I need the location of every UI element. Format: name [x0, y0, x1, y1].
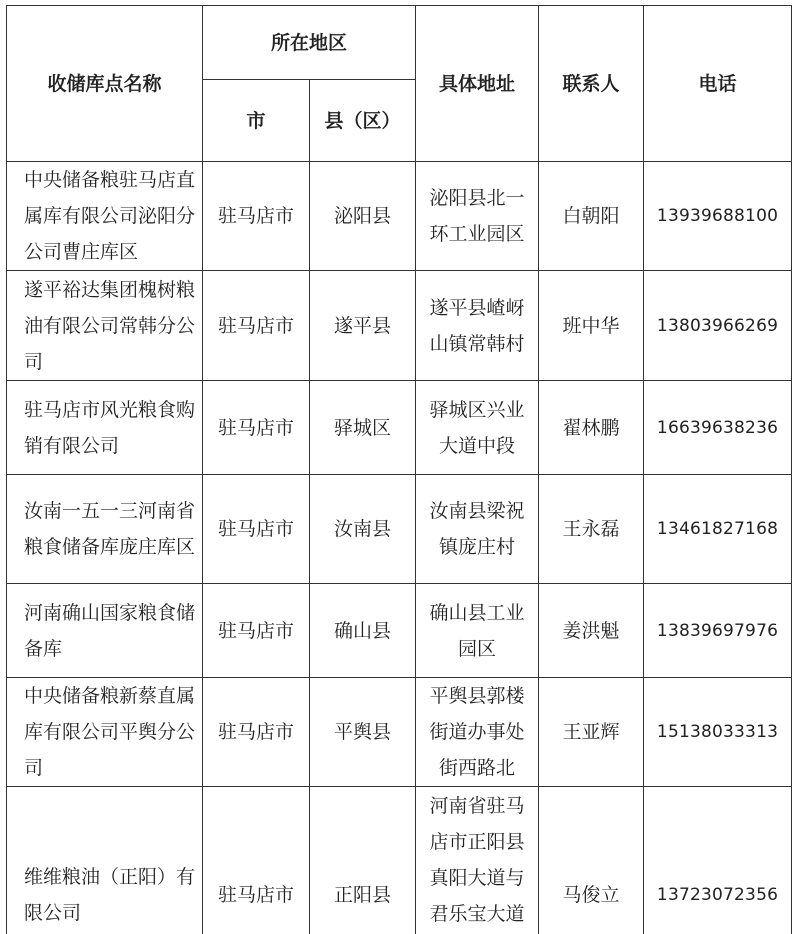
header-region: 所在地区	[203, 6, 416, 80]
header-row-top	[7, 6, 792, 80]
city-cell: 驻马店市	[203, 584, 310, 678]
header-address: 具体地址	[416, 6, 539, 162]
header-phone: 电话	[644, 6, 792, 162]
city-cell: 驻马店市	[203, 162, 310, 271]
city-cell: 驻马店市	[203, 475, 310, 584]
county-cell: 遂平县	[310, 271, 416, 381]
contact-cell: 王永磊	[539, 475, 644, 584]
address-cell: 平舆县郭楼街道办事处街西路北	[416, 678, 539, 787]
address-cell: 确山县工业园区	[416, 584, 539, 678]
storage-depot-table	[6, 5, 792, 934]
depot-name-cell: 中央储备粮驻马店直属库有限公司泌阳分公司曹庄库区	[7, 162, 203, 271]
contact-cell: 白朝阳	[539, 162, 644, 271]
county-cell: 泌阳县	[310, 162, 416, 271]
phone-cell: 13461827168	[644, 475, 792, 584]
city-cell: 驻马店市	[203, 678, 310, 787]
depot-name-cell: 遂平裕达集团槐树粮油有限公司常韩分公司	[7, 271, 203, 381]
county-cell: 正阳县	[310, 787, 416, 934]
county-cell: 驿城区	[310, 381, 416, 475]
city-cell: 驻马店市	[203, 271, 310, 381]
depot-name-cell: 驻马店市风光粮食购销有限公司	[7, 381, 203, 475]
contact-cell: 姜洪魁	[539, 584, 644, 678]
phone-cell: 13839697976	[644, 584, 792, 678]
address-cell: 驿城区兴业大道中段	[416, 381, 539, 475]
county-cell: 确山县	[310, 584, 416, 678]
city-cell: 驻马店市	[203, 381, 310, 475]
contact-cell: 王亚辉	[539, 678, 644, 787]
table-row	[7, 584, 792, 678]
phone-cell: 13939688100	[644, 162, 792, 271]
header-contact: 联系人	[539, 6, 644, 162]
contact-cell: 马俊立	[539, 787, 644, 934]
city-cell: 驻马店市	[203, 787, 310, 934]
depot-name-cell: 河南确山国家粮食储备库	[7, 584, 203, 678]
table-row	[7, 787, 792, 934]
table-row	[7, 381, 792, 475]
county-cell: 汝南县	[310, 475, 416, 584]
table-row	[7, 475, 792, 584]
storage-depot-table-container	[6, 5, 792, 934]
address-cell: 汝南县梁祝镇庞庄村	[416, 475, 539, 584]
contact-cell: 翟林鹏	[539, 381, 644, 475]
phone-cell: 13803966269	[644, 271, 792, 381]
table-row	[7, 678, 792, 787]
table-row	[7, 162, 792, 271]
table-row	[7, 271, 792, 381]
address-cell: 泌阳县北一环工业园区	[416, 162, 539, 271]
depot-name-cell: 汝南一五一三河南省粮食储备库庞庄库区	[7, 475, 203, 584]
header-city: 市	[203, 80, 310, 162]
phone-cell: 16639638236	[644, 381, 792, 475]
header-depot-name: 收储库点名称	[7, 6, 203, 162]
phone-cell: 13723072356	[644, 787, 792, 934]
address-cell: 遂平县嵖岈山镇常韩村	[416, 271, 539, 381]
address-cell: 河南省驻马店市正阳县真阳大道与君乐宝大道	[416, 787, 539, 934]
depot-name-cell: 维维粮油（正阳）有限公司	[7, 787, 203, 934]
county-cell: 平舆县	[310, 678, 416, 787]
header-county: 县（区）	[310, 80, 416, 162]
phone-cell: 15138033313	[644, 678, 792, 787]
contact-cell: 班中华	[539, 271, 644, 381]
depot-name-cell: 中央储备粮新蔡直属库有限公司平舆分公司	[7, 678, 203, 787]
